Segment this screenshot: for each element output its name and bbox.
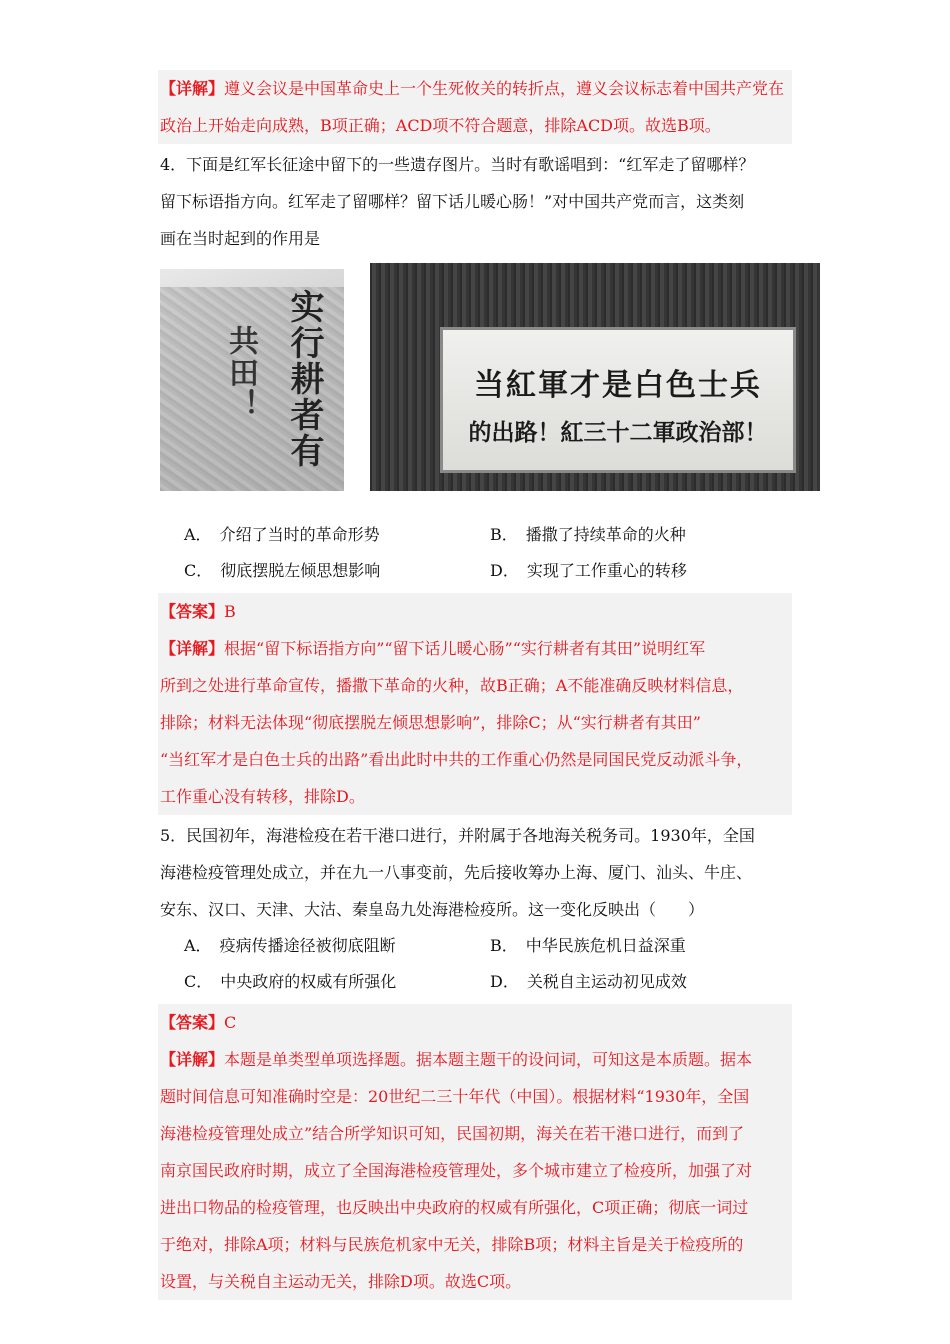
carving-text: 实行耕者有 bbox=[284, 289, 324, 469]
q5-stem-line: 安东、汉口、天津、大沽、秦皇岛九处海港检疫所。这一变化反映出（ ） bbox=[160, 900, 705, 919]
explain-text: 遵义会议是中国革命史上一个生死攸关的转折点，遵义会议标志着中国共产党在政治上开始走向成熟，B项正确；ACD项不符合题意，排除ACD项。故选B项。 bbox=[160, 79, 785, 135]
q4-explain-line: 排除；材料无法体现“彻底摆脱左倾思想影响”，排除C；从“实行耕者有其田” bbox=[160, 713, 701, 732]
option-a[interactable]: A． 疫病传播途径被彻底阻断 bbox=[184, 936, 396, 955]
prev-explanation bbox=[158, 70, 792, 144]
explain-tag: 【详解】 bbox=[160, 79, 225, 98]
q4-explain-line: 【详解】根据“留下标语指方向”“留下话儿暖心肠”“实行耕者有其田”说明红军 bbox=[160, 639, 706, 658]
q5-explain-line: 进出口物品的检疫管理，也反映出中央政府的权威有所强化，C项正确；彻底一词过 bbox=[160, 1198, 749, 1217]
q4-answer-block bbox=[158, 593, 792, 815]
option-b[interactable]: B． 中华民族危机日益深重 bbox=[490, 936, 686, 955]
q5-answer-block bbox=[158, 1004, 792, 1300]
q4-stem-line: 4．下面是红军长征途中留下的一些遗存图片。当时有歌谣唱到：“红军走了留哪样？ bbox=[160, 155, 755, 174]
q4-answer: 【答案】B bbox=[160, 602, 236, 621]
stone-carving-photo bbox=[160, 269, 344, 491]
q5-explain-line: 海港检疫管理处成立”结合所学知识可知，民国初期，海关在若干港口进行，而到了 bbox=[160, 1124, 745, 1143]
question-5-stem bbox=[160, 817, 790, 928]
q4-options bbox=[160, 517, 790, 589]
q5-explain-line: 于绝对，排除A项；材料与民族危机家中无关，排除B项；材料主旨是关于检疫所的 bbox=[160, 1235, 744, 1254]
q5-explain-line: 题时间信息可知准确时空是：20世纪二三十年代（中国）。根据材料“1930年，全国 bbox=[160, 1087, 750, 1106]
document-page bbox=[160, 70, 790, 1300]
q5-stem-line: 海港检疫管理处成立，并在九一八事变前，先后接收筹办上海、厦门、汕头、牛庄、 bbox=[160, 863, 753, 882]
q5-answer: 【答案】C bbox=[160, 1013, 237, 1032]
q4-stem-line: 画在当时起到的作用是 bbox=[160, 229, 321, 248]
option-c[interactable]: C． 彻底摆脱左倾思想影响 bbox=[184, 561, 381, 580]
q5-options bbox=[160, 928, 790, 1000]
option-d[interactable]: D． 实现了工作重心的转移 bbox=[490, 561, 687, 580]
option-a[interactable]: A． 介绍了当时的革命形势 bbox=[184, 525, 380, 544]
option-d[interactable]: D． 关税自主运动初见成效 bbox=[490, 972, 687, 991]
q5-stem-line: 5．民国初年，海港检疫在若干港口进行，并附属于各地海关税务司。1930年，全国 bbox=[160, 826, 755, 845]
plaque-photo bbox=[370, 263, 820, 491]
q5-explain-line: 南京国民政府时期，成立了全国海港检疫管理处，多个城市建立了检疫所，加强了对 bbox=[160, 1161, 753, 1180]
q4-explain-line: 所到之处进行革命宣传，播撒下革命的火种，故B正确；A不能准确反映材料信息， bbox=[160, 676, 744, 695]
carving-text: 共田！ bbox=[223, 325, 258, 421]
q4-explain-line: 工作重心没有转移，排除D。 bbox=[160, 787, 365, 806]
plaque-line: 当紅軍才是白色士兵 bbox=[474, 368, 762, 403]
plaque-line: 的出路！紅三十二軍政治部！ bbox=[468, 420, 768, 446]
q4-stem-line: 留下标语指方向。红军走了留哪样？留下话儿暖心肠！”对中国共产党而言，这类刻 bbox=[160, 192, 745, 211]
q4-explain-line: “当红军才是白色士兵的出路”看出此时中共的工作重心仍然是同国民党反动派斗争， bbox=[160, 750, 753, 769]
q4-figure bbox=[160, 263, 790, 503]
q5-explain-line: 【详解】本题是单类型单项选择题。据本题主题干的设问词，可知这是本质题。据本 bbox=[160, 1050, 753, 1069]
q5-explain-line: 设置，与关税自主运动无关，排除D项。故选C项。 bbox=[160, 1272, 522, 1291]
slogan-plaque bbox=[440, 327, 796, 473]
option-b[interactable]: B． 播撒了持续革命的火种 bbox=[490, 525, 686, 544]
option-c[interactable]: C． 中央政府的权威有所强化 bbox=[184, 972, 397, 991]
question-4-stem bbox=[160, 146, 790, 257]
